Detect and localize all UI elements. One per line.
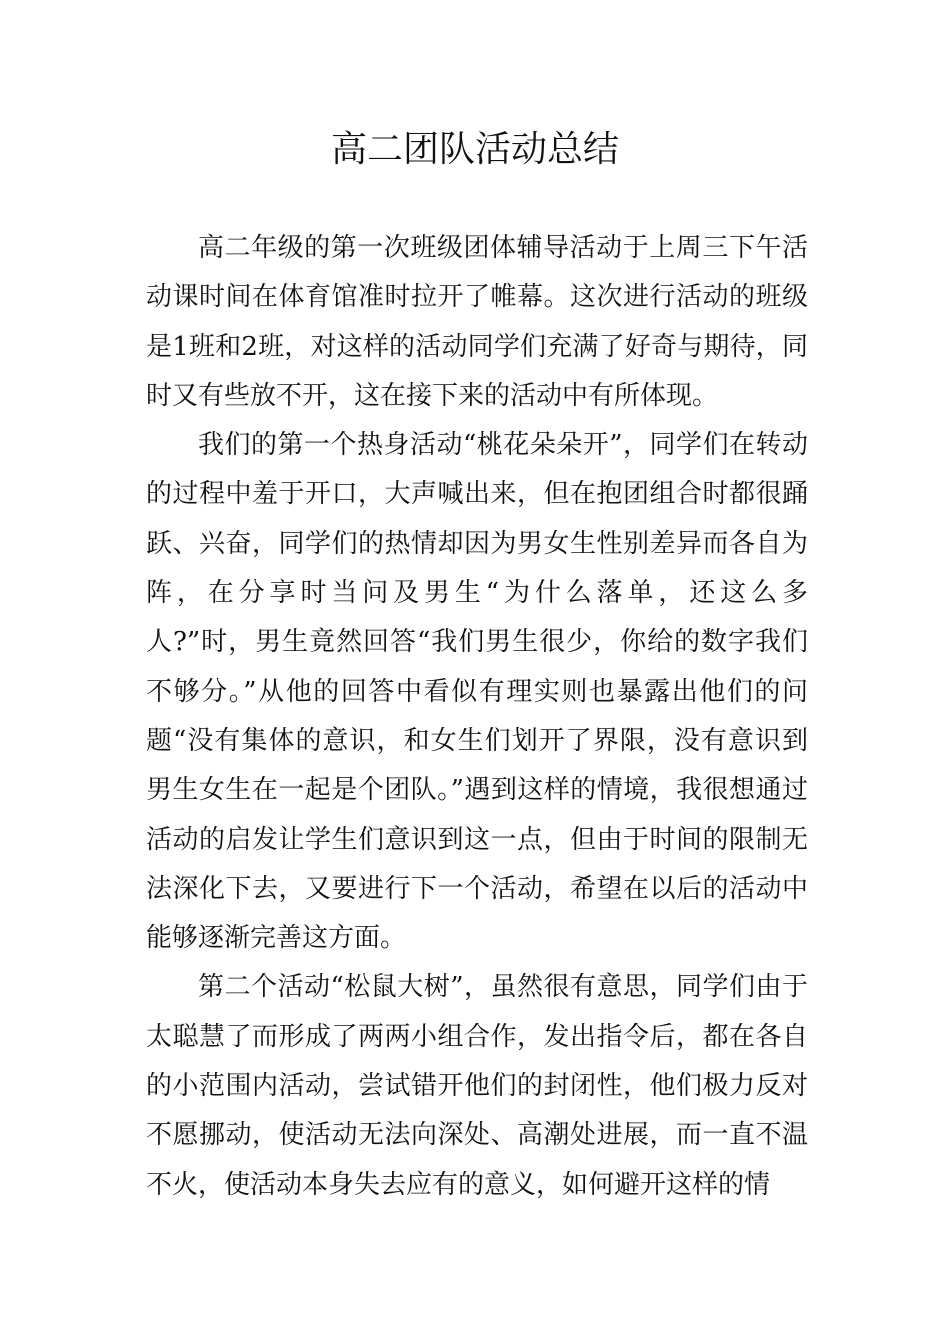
document-title: 高二团队活动总结 [330, 129, 619, 170]
document-body [146, 224, 808, 1210]
paragraph: 我们的第一个热身活动“桃花朵朵开”，同学们在转动的过程中羞于开口，大声喊出来，但在抱团组合时都很踊跃、兴奋，同学们的热情却因为男女生性别差异而各自为阵，在分享时当问及男生“为什么落单，还这么多人?”时，男生竟然回答“我们男生很少，你给的数字我们不够分。”从他的回答中看似有理实则也暴露出他们的问题“没有集体的意识，和女生们划开了界限，没有意识到男生女生在一起是个团队。”遇到这样的情境，我很想通过活动的启发让学生们意识到这一点，但由于时间的限制无法深化下去，又要进行下一个活动，希望在以后的活动中能够逐渐完善这方面。 [146, 430, 808, 954]
paragraph: 高二年级的第一次班级团体辅导活动于上周三下午活动课时间在体育馆准时拉开了帷幕。这次进行活动的班级是1班和2班，对这样的活动同学们充满了好奇与期待，同时又有些放不开，这在接下来的活动中有所体现。 [146, 233, 808, 411]
paragraph: 第二个活动“松鼠大树”，虽然很有意思，同学们由于太聪慧了而形成了两两小组合作，发出指令后，都在各自的小范围内活动，尝试错开他们的封闭性，他们极力反对不愿挪动，使活动无法向深处、高潮处进展，而一直不温不火，使活动本身失去应有的意义，如何避开这样的情 [146, 972, 808, 1200]
